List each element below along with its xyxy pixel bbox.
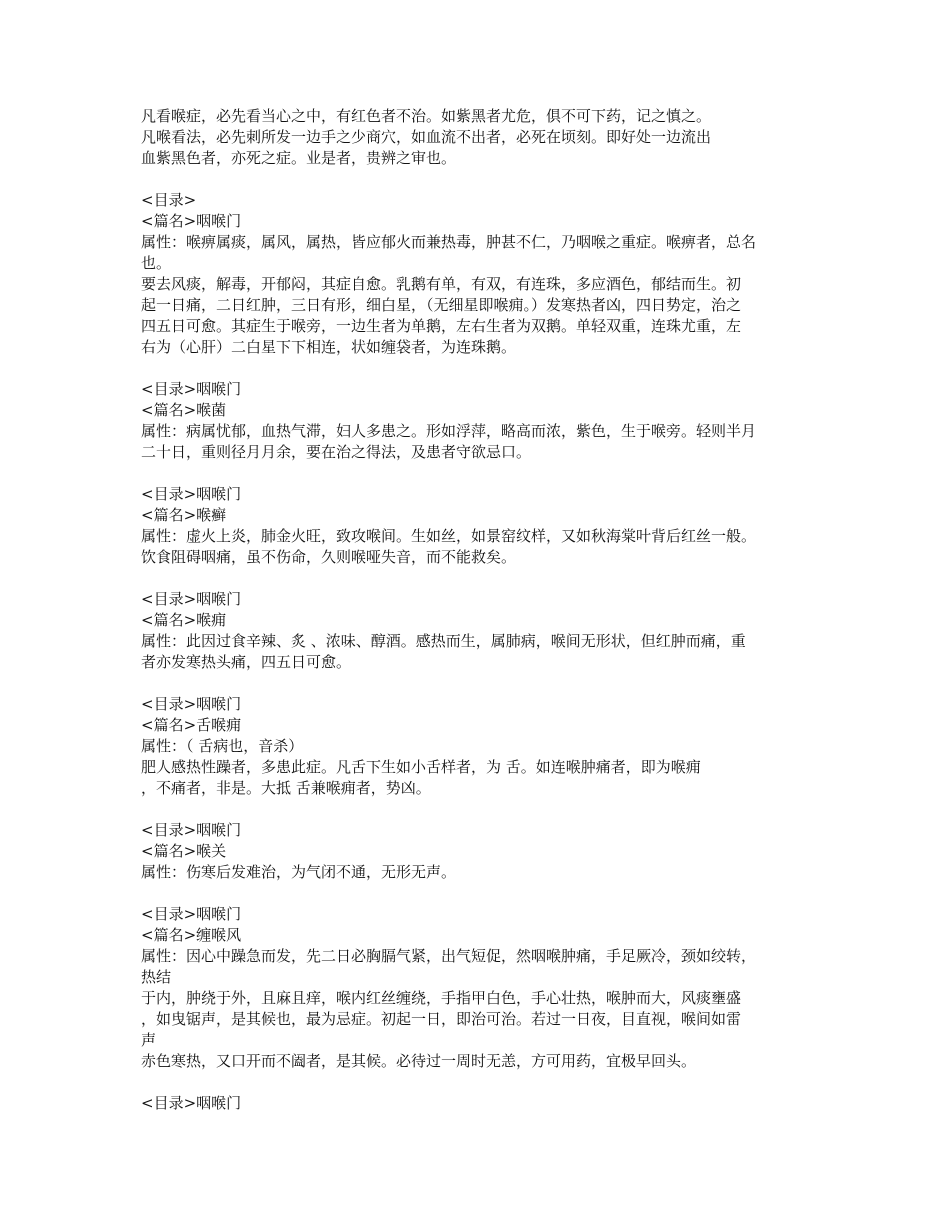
- catalog-heading: <目录>咽喉门: [141, 590, 242, 608]
- article-title: <篇名>喉痈: [141, 611, 227, 629]
- text-line: 属性：因心中躁急而发，先二日必胸膈气紧，出气短促，然咽喉肿痛，手足厥冷，颈如绞转，: [141, 947, 757, 965]
- article-title: <篇名>咽喉门: [141, 212, 242, 230]
- catalog-heading: <目录>咽喉门: [141, 905, 242, 923]
- text-line: 饮食阻碍咽痛，虽不伤命，久则喉哑失音，而不能救矣。: [141, 548, 517, 566]
- section-houyong: [141, 589, 821, 673]
- catalog-heading: <目录>咽喉门: [141, 695, 242, 713]
- section-shehouyong: [141, 694, 821, 799]
- text-line: 热结: [141, 968, 172, 986]
- catalog-heading: <目录>咽喉门: [141, 380, 242, 398]
- article-title: <篇名>舌喉痈: [141, 716, 242, 734]
- text-line: 属性：病属忧郁，血热气滞，妇人多患之。形如浮萍，略高而浓，紫色，生于喉旁。轻则半月: [141, 422, 757, 440]
- section-final: [141, 1093, 821, 1114]
- paragraph-gap: [141, 883, 821, 904]
- article-title: <篇名>喉菌: [141, 401, 227, 419]
- section-houjun: [141, 379, 821, 463]
- text-line: 二十日，重则径月月余，要在治之得法，及患者守欲忌口。: [141, 443, 532, 461]
- text-line: 血紫黑色者，亦死之症。业是者，贵辨之审也。: [141, 149, 457, 167]
- paragraph-gap: [141, 1072, 821, 1093]
- paragraph-gap: [141, 463, 821, 484]
- text-line: 要去风痰，解毒，开郁闷，其症自愈。乳鹅有单，有双，有连珠，多应酒色，郁结而生。初: [141, 275, 742, 293]
- text-line: 属性：伤寒后发难治，为气闭不通，无形无声。: [141, 863, 457, 881]
- text-line: 凡喉看法，必先刺所发一边手之少商穴，如血流不出者，必死在顷刻。即好处一边流出: [141, 128, 712, 146]
- text-line: 凡看喉症，必先看当心之中，有红色者不治。如紫黑者尤危，俱不可下药，记之慎之。: [141, 107, 712, 125]
- text-line: 赤色寒热，又口开而不阖者，是其候。必待过一周时无恙，方可用药，宜极早回头。: [141, 1052, 697, 1070]
- text-line: 肥人感热性躁者，多患此症。凡舌下生如小舌样者，为 舌。如连喉肿痛者，即为喉痈: [141, 758, 701, 776]
- section-houxuan: [141, 484, 821, 568]
- document-page: [141, 106, 821, 1114]
- text-line: 属性：喉痹属痰，属风，属热，皆应郁火而兼热毒，肿甚不仁，乃咽喉之重症。喉痹者，总名: [141, 233, 757, 251]
- paragraph-gap: [141, 358, 821, 379]
- catalog-heading: <目录>: [141, 191, 197, 209]
- text-line: 也。: [141, 254, 172, 272]
- paragraph-intro: [141, 106, 821, 169]
- text-line: 属性：虚火上炎，肺金火旺，致攻喉间。生如丝，如景窑纹样，又如秋海棠叶背后红丝一般。: [141, 527, 757, 545]
- text-line: 声: [141, 1031, 157, 1049]
- paragraph-gap: [141, 169, 821, 190]
- article-title: <篇名>喉癣: [141, 506, 227, 524]
- paragraph-gap: [141, 799, 821, 820]
- paragraph-gap: [141, 568, 821, 589]
- text-line: 属性：此因过食辛辣、炙 、浓味、醇酒。感热而生，属肺病，喉间无形状，但红肿而痛，重: [141, 632, 746, 650]
- text-line: 于内，肿绕于外，且麻且痒，喉内红丝缠绕，手指甲白色，手心壮热，喉肿而大，风痰壅盛: [141, 989, 742, 1007]
- text-line: 四五日可愈。其症生于喉旁，一边生者为单鹅，左右生者为双鹅。单轻双重，连珠尤重，左: [141, 317, 742, 335]
- text-line: 右为（心肝）二白星下下相连，状如缠袋者，为连珠鹅。: [141, 338, 517, 356]
- text-line: ，不痛者，非是。大抵 舌兼喉痈者，势凶。: [141, 779, 431, 797]
- paragraph-gap: [141, 673, 821, 694]
- section-houbi: [141, 190, 821, 358]
- catalog-heading: <目录>咽喉门: [141, 821, 242, 839]
- text-line: 者亦发寒热头痛，四五日可愈。: [141, 653, 352, 671]
- text-line: 属性：（ 舌病也，音杀）: [141, 737, 304, 755]
- article-title: <篇名>缠喉风: [141, 926, 242, 944]
- catalog-heading: <目录>咽喉门: [141, 1094, 242, 1112]
- catalog-heading: <目录>咽喉门: [141, 485, 242, 503]
- text-line: 起一日痛，二日红肿，三日有形，细白星，（无细星即喉痈。）发寒热者凶，四日势定，治之: [141, 296, 742, 314]
- section-houguan: [141, 820, 821, 883]
- section-chanhoufeng: [141, 904, 821, 1072]
- article-title: <篇名>喉关: [141, 842, 227, 860]
- text-line: ，如曳锯声，是其候也，最为忌症。初起一日，即治可治。若过一日夜，目直视，喉间如雷: [141, 1010, 742, 1028]
